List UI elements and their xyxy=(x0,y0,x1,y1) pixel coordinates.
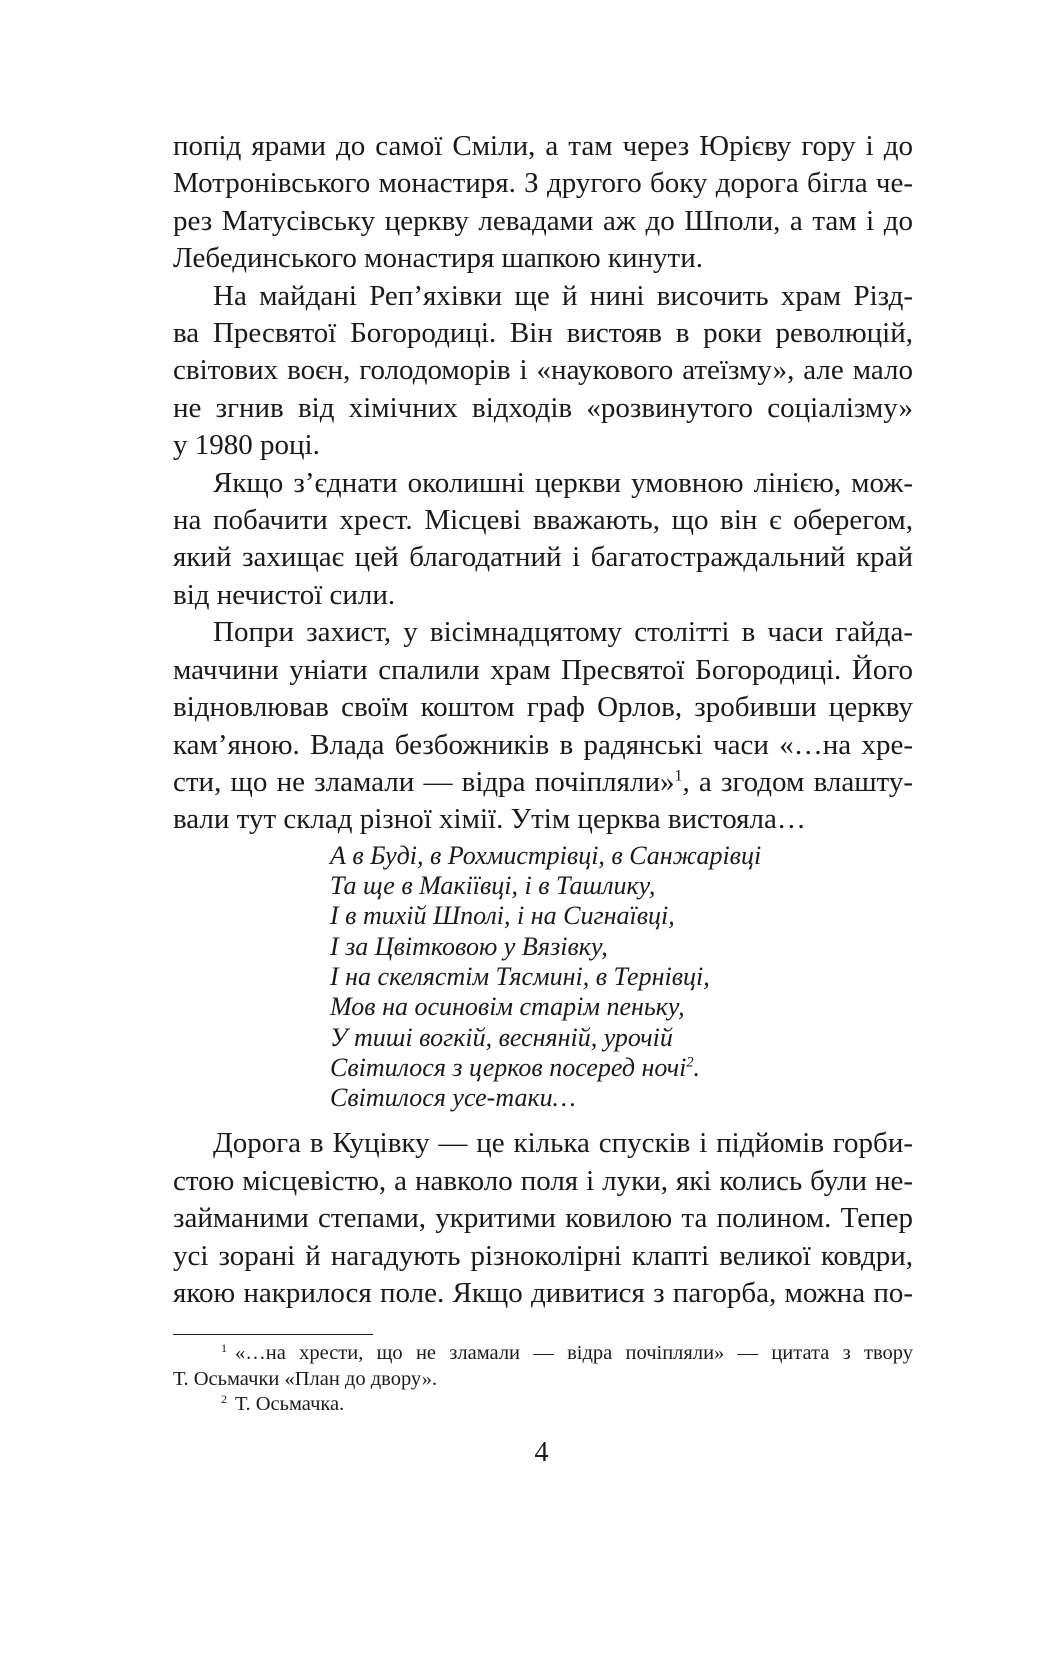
text-segment: сти, що не зламали — відра почіпляли» xyxy=(173,765,675,798)
poem-line: І в тихій Шполі, і на Сигнаївці, xyxy=(330,901,675,931)
poem-line: І на скелястім Тясмині, в Тернівці, xyxy=(330,961,710,991)
text-line: Попри захист, у вісімнадцятому столітті в часи гайда- xyxy=(213,616,913,649)
text-line: рез Матусівську церкву левадами аж до Шполи, а там і до xyxy=(173,204,913,237)
text-line: відновлював своїм коштом граф Орлов, зробивши церкву xyxy=(173,691,913,724)
poem-line-with-footnote-ref xyxy=(330,1053,910,1083)
text-line: від нечистої сили. xyxy=(173,578,396,611)
footnote-divider xyxy=(173,1334,373,1335)
footnote-ref-2[interactable]: 2 xyxy=(686,1054,694,1071)
text-line: Мотронівського монастиря. З другого боку дорога бігла че- xyxy=(173,167,913,200)
paragraph-2 xyxy=(173,278,913,465)
text-segment: . xyxy=(693,1052,700,1082)
text-line-with-footnote-ref xyxy=(173,764,913,801)
poem-quote xyxy=(330,841,910,1114)
poem-line: У тиші вогкій, весняній, урочій xyxy=(330,1022,673,1052)
text-line: усі зорані й нагадують різноколірні клапті великої ковдри, xyxy=(173,1239,913,1272)
footnote-1 xyxy=(173,1341,913,1367)
text-line: Дорога в Куцівку — це кілька спусків і підйомів горби- xyxy=(213,1127,913,1160)
text-line: кам’яною. Влада безбожників в радянські часи «…на хре- xyxy=(173,728,913,761)
text-line: у 1980 році. xyxy=(173,429,320,462)
poem-line: Мов на осиновім старім пеньку, xyxy=(330,992,685,1022)
footnote-text: «…на хрести, що не зламали — відра почіпляли» — цитата з твору xyxy=(235,1342,913,1365)
text-line: вали тут склад різної хімії. Утім церква вистояла… xyxy=(173,803,806,836)
text-line: якою накрилося поле. Якщо дивитися з пагорба, можна по- xyxy=(173,1277,913,1310)
text-line: Лебединського монастиря шапкою кинути. xyxy=(173,242,703,275)
footnote-1-continued: Т. Осьмачки «План до двору». xyxy=(173,1367,438,1390)
text-line: який захищає цей благодатний і багатостраждальний край xyxy=(173,541,913,574)
text-segment: , а згодом влашту- xyxy=(682,765,914,798)
text-column xyxy=(173,128,913,1418)
text-line: не згнив від хімічних відходів «розвинутого соціалізму» xyxy=(173,391,913,424)
text-line: на побачити хрест. Місцеві вважають, що він є оберегом, xyxy=(173,504,913,537)
poem-line: Та ще в Макіївці, і в Ташлику, xyxy=(330,871,656,901)
paragraph-4 xyxy=(173,614,913,838)
text-line: ва Пресвятої Богородиці. Він вистояв в роки революцій, xyxy=(173,317,913,350)
text-line: світових воєн, голодоморів і «наукового атеїзму», але мало xyxy=(173,354,913,387)
text-line: Якщо з’єднати околишні церкви умовною лінією, мож- xyxy=(213,466,913,499)
text-line: стою місцевістю, а навколо поля і луки, які колись були не- xyxy=(173,1164,913,1197)
poem-line: І за Цвітковою у Вязівку, xyxy=(330,931,608,961)
poem-line: Світилося усе-таки… xyxy=(330,1083,576,1113)
paragraph-5 xyxy=(173,1125,913,1312)
footnote-number: 1 xyxy=(221,1340,227,1355)
footnote-text: Т. Осьмачка. xyxy=(235,1393,345,1416)
text-line: На майдані Реп’яхівки ще й нині височить храм Різд- xyxy=(213,279,913,312)
paragraph-1 xyxy=(173,128,913,278)
text-line: маччини уніати спалили храм Пресвятої Богородиці. Його xyxy=(173,653,913,686)
page-number: 4 xyxy=(534,1436,549,1468)
footnote-number: 2 xyxy=(221,1391,227,1406)
paragraph-3 xyxy=(173,465,913,615)
text-line: займаними степами, укритими ковилою та полином. Тепер xyxy=(173,1202,913,1235)
footnotes xyxy=(173,1341,913,1418)
poem-line: А в Буді, в Рохмистрівці, в Санжарівці xyxy=(330,840,762,870)
text-line: попід ярами до самої Сміли, а там через Юрієву гору і до xyxy=(173,130,913,162)
text-segment: Світилося з церков посеред ночі xyxy=(330,1052,687,1082)
footnote-2 xyxy=(173,1392,913,1418)
footnote-ref-1[interactable]: 1 xyxy=(674,767,683,785)
